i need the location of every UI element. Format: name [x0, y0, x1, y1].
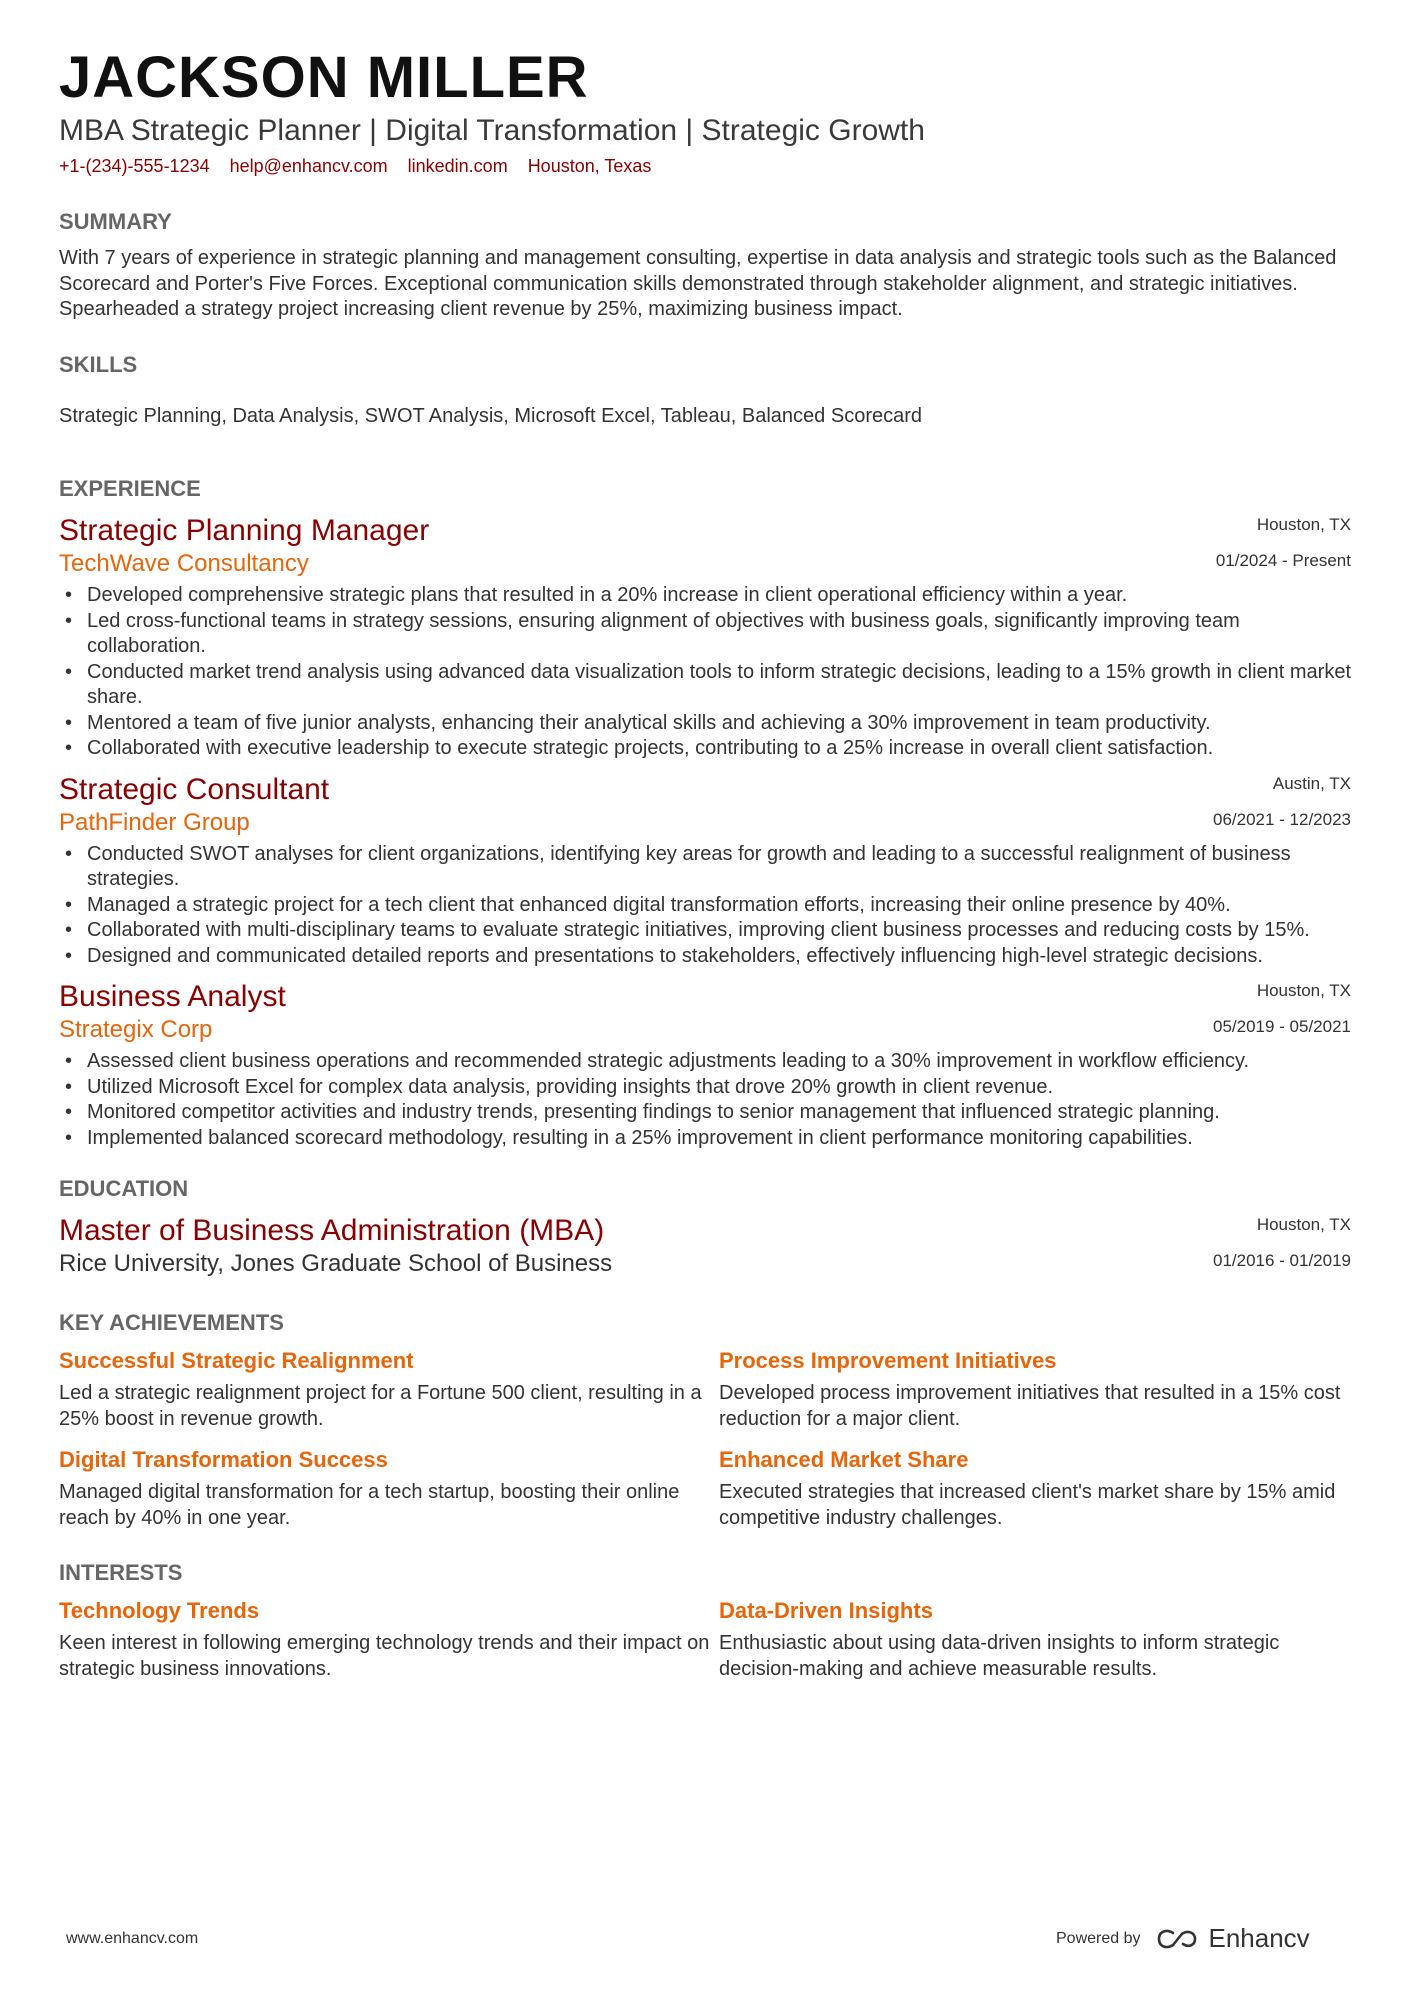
company-name: TechWave Consultancy: [59, 550, 309, 577]
job-bullets: [59, 583, 1351, 762]
job-entry: [59, 979, 1351, 1151]
phone-link[interactable]: +1-(234)-555-1234: [59, 156, 210, 176]
interests-section: [59, 1559, 1351, 1696]
job-dates: 01/2024 - Present: [1215, 551, 1351, 570]
job-entry: [59, 513, 1351, 762]
achievement-item: [719, 1347, 1351, 1432]
job-location: Houston, TX: [1256, 981, 1351, 1000]
achievements-grid: [59, 1347, 1351, 1545]
candidate-headline: MBA Strategic Planner | Digital Transformation | Strategic Growth: [59, 114, 925, 147]
job-bullet: • Collaborated with executive leadership to execute strategic projects, contributing to a 25% increase in overall client satisfaction.: [59, 736, 1351, 762]
job-bullet: • Assessed client business operations and recommended strategic adjustments leading to a 30% improvement in workflow efficiency.: [59, 1049, 1351, 1075]
interest-title: Data-Driven Insights: [719, 1598, 933, 1623]
experience-title: EXPERIENCE: [59, 476, 201, 501]
interest-item: [59, 1597, 719, 1682]
education-section: [59, 1175, 1351, 1279]
enhancv-logo-icon: [1155, 1927, 1201, 1951]
candidate-name: JACKSON MILLER: [59, 45, 589, 110]
skills-section: [59, 351, 1351, 430]
achievement-title: Successful Strategic Realignment: [59, 1348, 414, 1373]
job-bullet: • Managed a strategic project for a tech client that enhanced digital transformation efforts, increasing their online presence by 40%.: [59, 893, 1351, 919]
education-entry: [59, 1213, 1351, 1279]
job-bullet: • Developed comprehensive strategic plans that resulted in a 20% increase in client operational efficiency within a year.: [59, 583, 1351, 609]
degree-name: Master of Business Administration (MBA): [59, 1214, 605, 1247]
achievement-text: Managed digital transformation for a tech startup, boosting their online reach by 40% in one year.: [59, 1481, 680, 1529]
footer-website[interactable]: www.enhancv.com: [66, 1930, 199, 1947]
job-bullet: • Conducted SWOT analyses for client organizations, identifying key areas for growth and leading to a successful realignment of business strategies.: [59, 842, 1351, 893]
resume-page: [59, 46, 1351, 1696]
job-meta: [1216, 515, 1351, 571]
location-text: Houston, Texas: [527, 156, 652, 176]
skills-text: Strategic Planning, Data Analysis, SWOT Analysis, Microsoft Excel, Tableau, Balanced Scorecard: [59, 404, 923, 427]
enhancv-logo[interactable]: [1155, 1923, 1310, 1954]
interest-text: Keen interest in following emerging technology trends and their impact on strategic business innovations.: [59, 1632, 710, 1680]
job-bullet: • Designed and communicated detailed reports and presentations to stakeholders, effectively influencing high-level strategic decisions.: [59, 944, 1351, 970]
education-location: Houston, TX: [1256, 1215, 1351, 1234]
education-title: EDUCATION: [59, 1176, 189, 1201]
interest-title: Technology Trends: [59, 1598, 260, 1623]
job-bullets: [59, 1049, 1351, 1151]
footer-branding: [1056, 1923, 1310, 1954]
job-bullet: • Collaborated with multi-disciplinary teams to evaluate strategic initiatives, improving client business processes and reducing costs by 15%.: [59, 918, 1351, 944]
job-title: Strategic Planning Manager: [59, 514, 430, 547]
achievements-section: [59, 1309, 1351, 1545]
achievement-title: Digital Transformation Success: [59, 1447, 388, 1472]
email-link[interactable]: help@enhancv.com: [229, 156, 388, 176]
job-location: Austin, TX: [1272, 773, 1351, 793]
company-name: PathFinder Group: [59, 808, 250, 836]
summary-text: With 7 years of experience in strategic planning and management consulting, expertise in data analysis and strategic tools such as the Balanced Scorecard and Porter's Five Forces. Exceptional communication skills demonstrated through stakeholder alignment, and strategic initiatives. Spearheaded a strategy project increasing client revenue by 25%, maximizing business impact.: [59, 247, 1337, 320]
summary-title: SUMMARY: [59, 209, 172, 234]
job-location: Houston, TX: [1256, 515, 1351, 534]
company-name: Strategix Corp: [59, 1016, 213, 1043]
powered-by-label: Powered by: [1056, 1929, 1141, 1947]
achievement-item: [59, 1446, 719, 1531]
summary-section: [59, 208, 1351, 323]
achievement-text: Developed process improvement initiatives that resulted in a 15% cost reduction for a major client.: [719, 1382, 1341, 1430]
job-bullet: • Mentored a team of five junior analysts, enhancing their analytical skills and achieving a 30% improvement in team productivity.: [59, 711, 1351, 737]
education-dates: 01/2016 - 01/2019: [1212, 1251, 1351, 1270]
education-meta: [1213, 1215, 1351, 1271]
job-bullet: • Led cross-functional teams in strategy sessions, ensuring alignment of objectives with business goals, significantly improving team collaboration.: [59, 609, 1351, 660]
brand-name: Enhancv: [1208, 1923, 1310, 1953]
job-meta: [1213, 774, 1351, 830]
job-title: Business Analyst: [59, 980, 286, 1013]
interest-text: Enthusiastic about using data-driven insights to inform strategic decision-making and achieve measurable results.: [719, 1632, 1280, 1680]
job-bullets: [59, 842, 1351, 970]
school-name: Rice University, Jones Graduate School of Business: [59, 1250, 613, 1277]
job-meta: [1213, 981, 1351, 1037]
job-entry: [59, 772, 1351, 970]
contact-info: [59, 154, 1351, 178]
achievement-title: Process Improvement Initiatives: [719, 1348, 1057, 1373]
job-bullet: • Implemented balanced scorecard methodology, resulting in a 25% improvement in client performance monitoring capabilities.: [59, 1126, 1351, 1152]
achievement-title: Enhanced Market Share: [719, 1447, 969, 1472]
interests-title: INTERESTS: [59, 1560, 183, 1585]
interest-item: [719, 1597, 1351, 1682]
job-bullet: • Monitored competitor activities and industry trends, presenting findings to senior management that influenced strategic planning.: [59, 1100, 1351, 1126]
achievement-text: Led a strategic realignment project for a Fortune 500 client, resulting in a 25% boost in revenue growth.: [59, 1382, 702, 1430]
job-bullet: • Utilized Microsoft Excel for complex data analysis, providing insights that drove 20% growth in client revenue.: [59, 1075, 1351, 1101]
skills-title: SKILLS: [59, 351, 138, 377]
achievement-text: Executed strategies that increased client's market share by 15% amid competitive industry challenges.: [719, 1481, 1336, 1529]
job-bullet: • Conducted market trend analysis using advanced data visualization tools to inform strategic decisions, leading to a 15% growth in client market share.: [59, 660, 1351, 711]
job-dates: 05/2019 - 05/2021: [1212, 1017, 1351, 1036]
achievements-title: KEY ACHIEVEMENTS: [59, 1310, 284, 1335]
job-dates: 06/2021 - 12/2023: [1212, 809, 1351, 829]
job-title: Strategic Consultant: [59, 772, 330, 806]
achievement-item: [59, 1347, 719, 1432]
interests-grid: [59, 1597, 1351, 1696]
resume-header: [59, 46, 1351, 178]
experience-section: [59, 475, 1351, 1151]
achievement-item: [719, 1446, 1351, 1531]
linkedin-link[interactable]: linkedin.com: [407, 156, 508, 176]
